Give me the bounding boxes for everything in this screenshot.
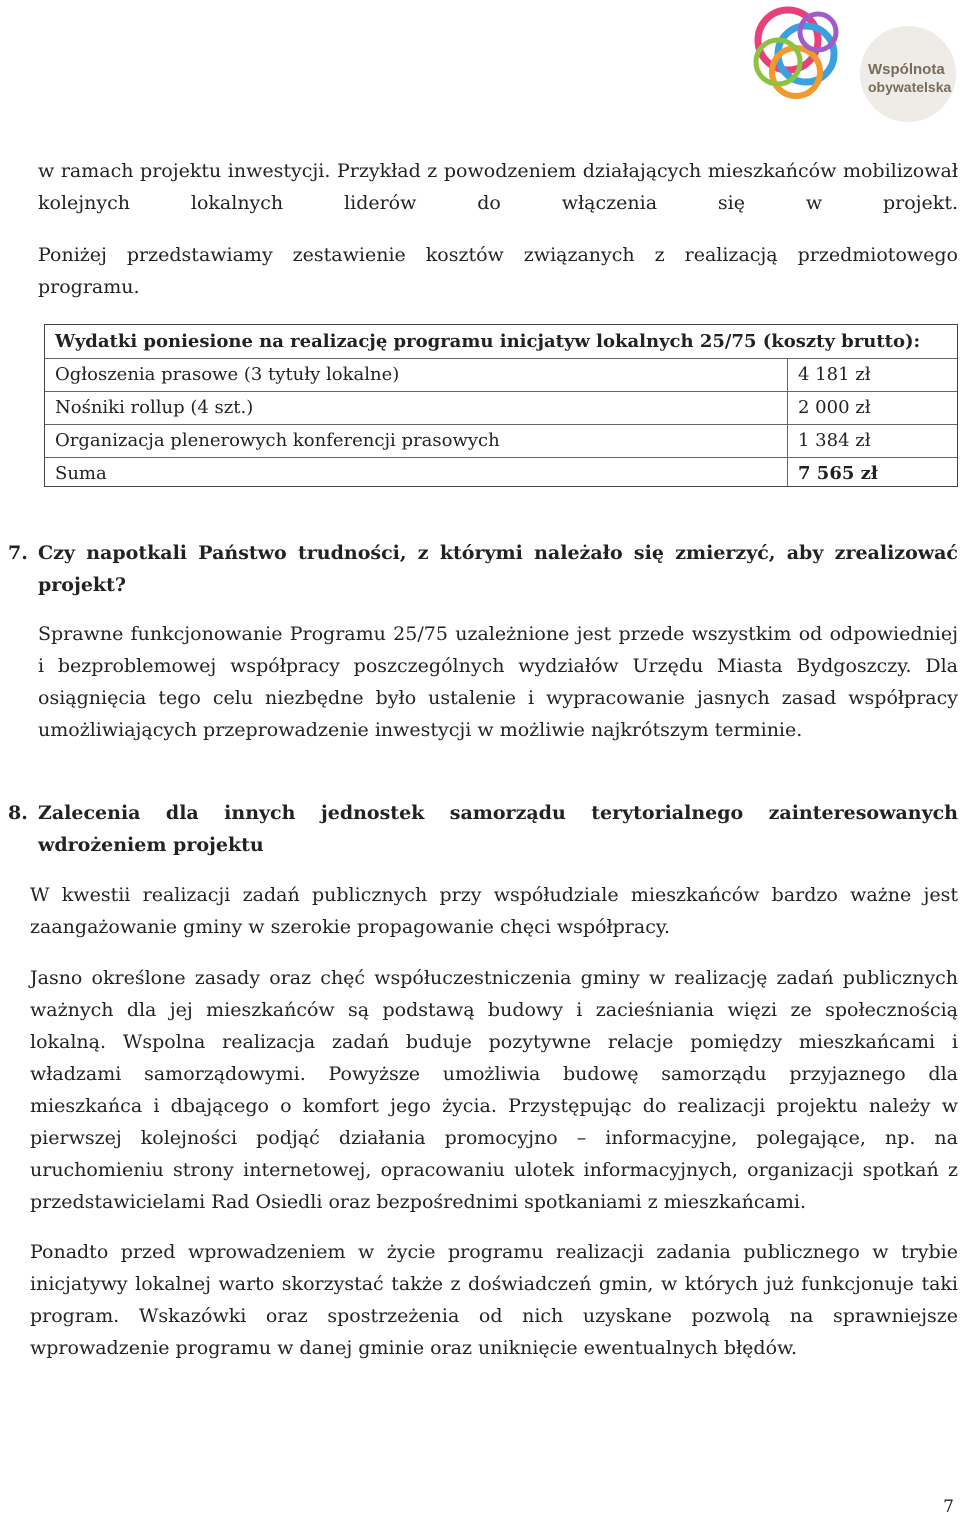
section-8-paragraph-3: Ponadto przed wprowadzeniem w życie programu realizacji zadania publicznego w trybie inicjatywy lokalnej warto skorzystać także z doświadczeń gmin, w których już funkcjonuje taki program. Wskazówki oraz spostrzeżenia od nich uzyskane pozwolą na sprawniejsze wprowadzenie programu w danej gminie oraz uniknięcie ewentualnych błędów.: [30, 1241, 958, 1359]
row-label: Organizacja plenerowych konferencji prasowych: [55, 430, 500, 451]
logo-line1: Wspólnota: [868, 61, 945, 78]
total-value: 7 565 zł: [798, 463, 878, 484]
table-total-row: [45, 457, 957, 490]
row-label: Ogłoszenia prasowe (3 tytuły lokalne): [55, 364, 400, 385]
section-7-number: 7.: [8, 542, 28, 564]
section-7-body: Sprawne funkcjonowanie Programu 25/75 uzależnione jest przede wszystkim od odpowiedniej i bezproblemowej współpracy poszczególnych wydziałów Urzędu Miasta Bydgoszczy. Dla osiągnięcia tego celu niezbędne było ustalenie i wypracowanie jasnych zasad współpracy umożliwiających przeprowadzenie inwestycji w możliwie najkrótszym terminie.: [38, 623, 958, 741]
row-label: Nośniki rollup (4 szt.): [55, 397, 254, 418]
logo-line2: obywatelska: [868, 79, 952, 95]
table-row: [45, 424, 957, 458]
row-value: 2 000 zł: [798, 397, 871, 418]
section-8-paragraph-2: Jasno określone zasady oraz chęć współuczestniczenia gminy w realizację zadań publicznych ważnych dla jej mieszkańców są podstawą budowy i zacieśniania więzi ze społecznością lokalną. Wspolna realizacja zadań buduje pozytywne relacje pomiędzy mieszkańcami i władzami samorządowymi. Powyższe umożliwia budowę samorządu przyjaznego dla mieszkańca i dbającego o komfort jego życia. Przystępując do realizacji projektu należy w pierwszej kolejności podjąć działania promocyjno – informacyjne, polegające, np. na uruchomieniu strony internetowej, opracowaniu ulotek informacyjnych, organizacji spotkań z przedstawicielami Rad Osiedli oraz bezpośrednimi spotkaniami z mieszkańcami.: [30, 967, 958, 1213]
section-7-title: Czy napotkali Państwo trudności, z którymi należało się zmierzyć, aby zrealizować projekt?: [38, 542, 958, 596]
table-header-row: [45, 325, 957, 359]
section-8-number: 8.: [8, 802, 28, 824]
table-header: Wydatki poniesione na realizację programu inicjatyw lokalnych 25/75 (koszty brutto):: [55, 331, 921, 352]
section-8-title: Zalecenia dla innych jednostek samorządu terytorialnego zainteresowanych wdrożeniem projektu: [38, 802, 958, 856]
intro-paragraph-2: Poniżej przedstawiamy zestawienie kosztów związanych z realizacją przedmiotowego programu.: [38, 244, 958, 298]
table-row: [45, 358, 957, 392]
intro-paragraph-1: w ramach projektu inwestycji. Przykład z powodzeniem działających mieszkańców mobilizował kolejnych lokalnych liderów do włączenia się w projekt.: [38, 160, 958, 214]
wspolnota-obywatelska-logo: [748, 2, 960, 122]
row-value: 4 181 zł: [798, 364, 871, 385]
costs-table: [44, 324, 958, 487]
total-label: Suma: [55, 463, 107, 484]
section-8-paragraph-1: W kwestii realizacji zadań publicznych przy współudziale mieszkańców bardzo ważne jest zaangażowanie gminy w szerokie propagowanie chęci współpracy.: [30, 884, 958, 938]
table-row: [45, 391, 957, 425]
row-value: 1 384 zł: [798, 430, 871, 451]
page-number: 7: [943, 1497, 954, 1517]
